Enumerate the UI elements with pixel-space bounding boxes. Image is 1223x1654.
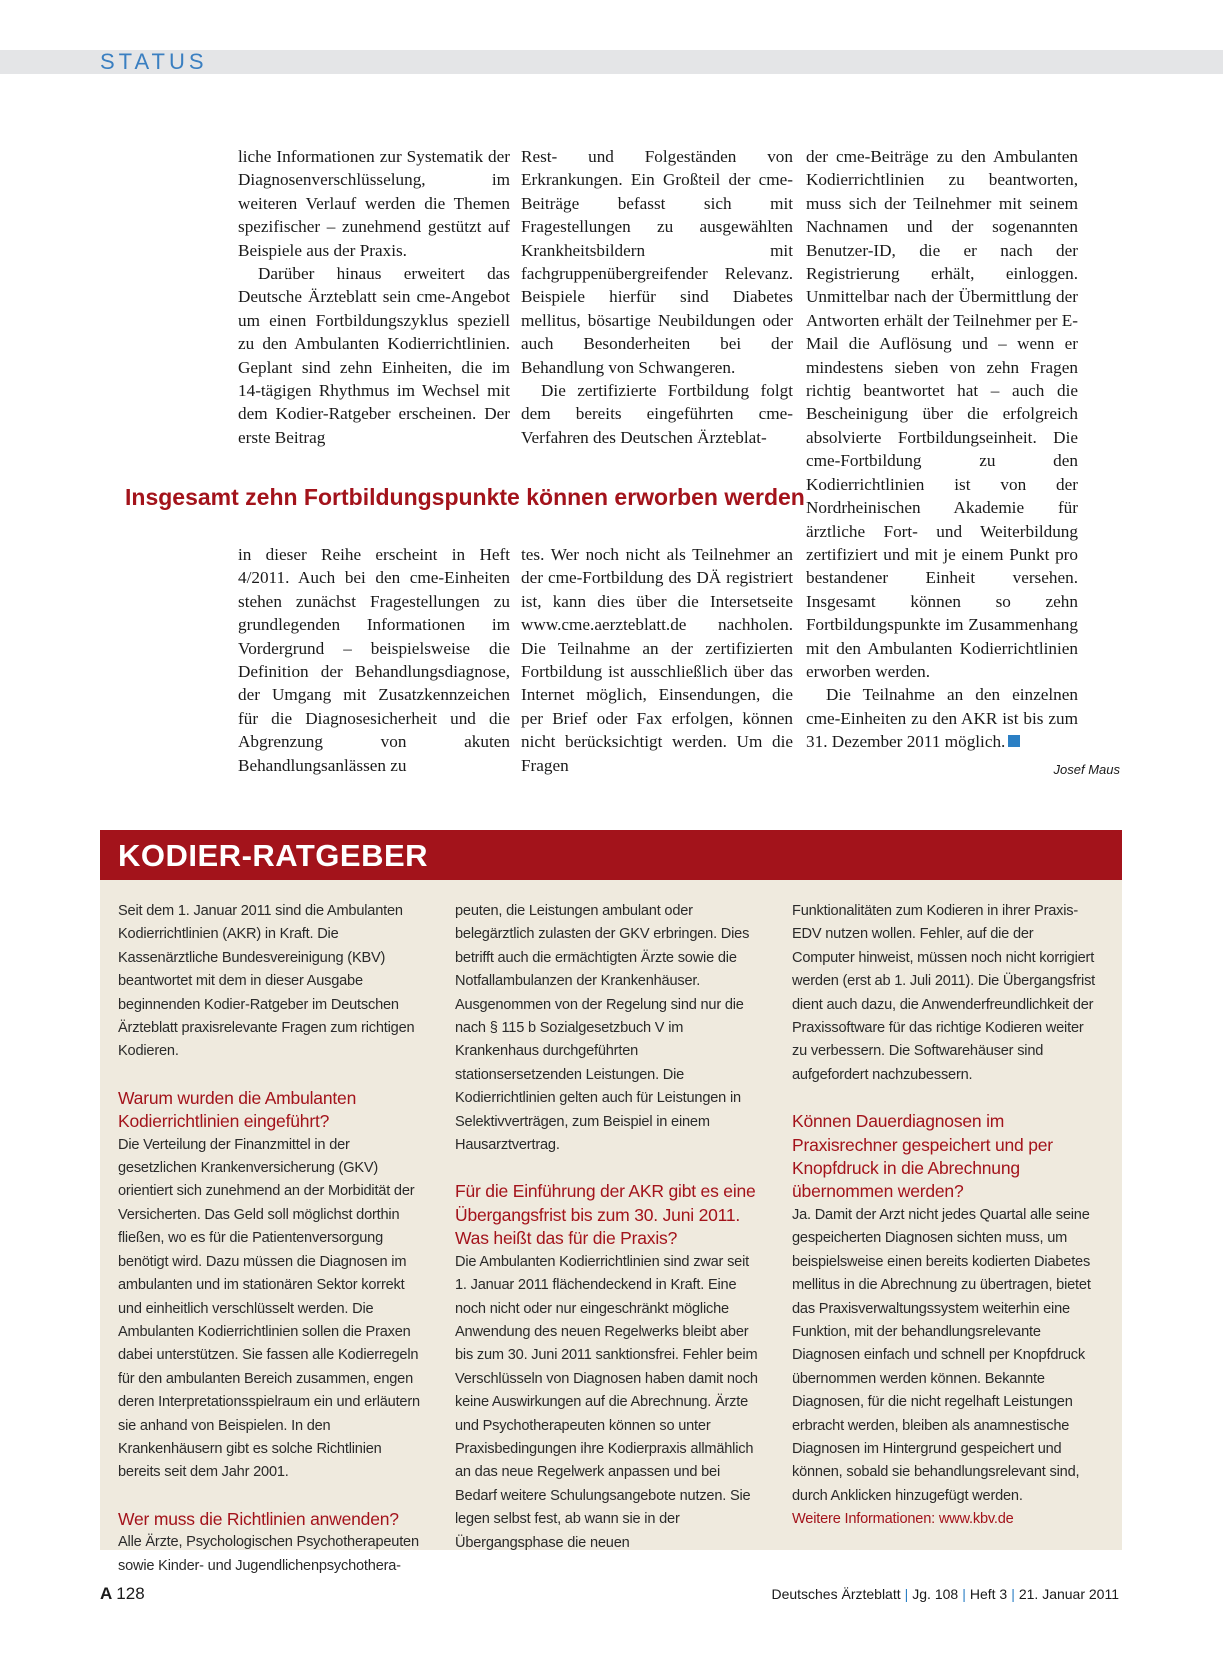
publication-name: Deutsches Ärzteblatt <box>771 1586 901 1602</box>
author-byline: Josef Maus <box>1053 762 1120 777</box>
page-prefix: A <box>100 1584 113 1603</box>
answer-text: Alle Ärzte, Psychologischen Psychotherapeuten sowie Kinder- und Jugendlichenpsychothera- <box>118 1534 419 1574</box>
answer-text: Funktionalitäten zum Kodieren in ihrer Praxis-EDV nutzen wollen. Fehler, auf die der Computer hinweist, müssen noch nicht korrigiert werden (erst ab 1. Juli 2011). Die Übergangsfrist dient auch dazu, die Anwenderfreundlichkeit der Praxissoftware für das richtige Kodieren weiter zu verbessern. Die Softwarehäuser sind aufgefordert nachzubessern. <box>792 903 1096 1083</box>
intro-text: Seit dem 1. Januar 2011 sind die Ambulanten Kodierrichtlinien (AKR) in Kraft. Die Kassenärztliche Bundesvereinigung (KBV) beantwortet mit dem in dieser Ausgabe beginnenden Kodier-Ratgeber im Deutschen Ärzteblatt praxisrelevante Fragen zum richtigen Kodieren. <box>118 903 415 1060</box>
paragraph: tes. Wer noch nicht als Teilnehmer an der cme-Fortbildung des DÄ registriert ist, kann dies über die Intersetseite www.cme.aerzteblatt.de nachholen. Die Teilnahme an der zertifizierten Fortbildung ist ausschließlich über das Internet möglich, Einsendungen, die per Brief oder Fax erfolgen, können nicht berücksichtigt werden. Um die Fragen <box>521 545 793 775</box>
issue: Heft 3 <box>969 1586 1008 1602</box>
pull-headline: Insgesamt zehn Fortbildungspunkte können erworben werden <box>125 484 805 510</box>
answer-text: peuten, die Leistungen ambulant oder belegärztlich zulasten der GKV erbringen. Dies betrifft auch die ermächtigten Ärzte sowie die Notfallambulanzen der Krankenhäuser. Ausgenommen von der Regelung sind nur die nach § 115 b Sozialgesetzbuch V im Krankenhaus durchgeführten stationsersetzenden Leistungen. Die Kodierrichtlinien gelten auch für Leistungen in Selektivverträgen, zum Beispiel in einem Hausarztvertrag. <box>455 903 750 1154</box>
article-col1-upper <box>238 145 510 449</box>
info-box-title: KODIER-RATGEBER <box>118 838 429 873</box>
page-number-value: 128 <box>116 1584 145 1603</box>
article-col3 <box>806 145 1078 754</box>
answer-text: Ja. Damit der Arzt nicht jedes Quartal alle seine gespeicherten Diagnosen sichten muss, um beispielsweise einen bereits kodierten Diabetes mellitus in die Abrechnung zu übertragen, bietet das Praxisverwaltungssystem weiterhin eine Funktion, mit der behandlungsrelevante Diagnosen einfach und schnell per Knopfdruck übernommen werden können. Bekannte Diagnosen, für die nicht regelhaft Leistungen erbracht werden, bleiben als anamnestische Diagnosen im Hintergrund gespeichert und können, sobald sie behandlungsrelevant sind, durch Anklicken hinzugefügt werden. <box>792 1206 1091 1504</box>
question-heading: Warum wurden die Ambulanten Kodierrichtlinien eingeführt? <box>118 1087 357 1132</box>
answer-text: Die Ambulanten Kodierrichtlinien sind zwar seit 1. Januar 2011 flächendeckend in Kraft. Eine noch nicht oder nur eingeschränkt mögliche Anwendung des neuen Regelwerks bleibt aber bis zum 30. Juni 2011 sanktionsfrei. Fehler beim Verschlüsseln von Diagnosen haben damit noch keine Auswirkungen auf die Abrechnung. Ärzte und Psychotherapeuten können so unter Praxisbedingungen ihre Kodierpraxis allmählich an das neue Regelwerk anpassen und bei Bedarf weitere Schulungsangebote nutzen. Sie legen selbst fest, ab wann sie in der Übergangsphase die neuen <box>455 1253 758 1551</box>
question-heading: Für die Einführung der AKR gibt es eine Übergangsfrist bis zum 30. Juni 2011. Was heißt das für die Praxis? <box>455 1181 756 1249</box>
article-col2-lower <box>521 543 793 777</box>
end-mark-icon <box>1008 735 1020 747</box>
box-col1 <box>118 900 423 1578</box>
article-col2-upper <box>521 145 793 449</box>
paragraph-text: Die Teilnahme an den einzelnen cme-Einheiten zu den AKR ist bis zum 31. Dezember 2011 möglich. <box>806 685 1078 752</box>
volume: Jg. 108 <box>912 1586 959 1602</box>
page-number <box>100 1584 145 1604</box>
section-label: STATUS <box>100 49 208 74</box>
question-heading: Wer muss die Richtlinien anwenden? <box>118 1508 399 1529</box>
paragraph: liche Informationen zur Systematik der Diagnosenverschlüsselung, im weiteren Verlauf werden die Themen spezifischer – zunehmend gestützt auf Beispiele aus der Praxis. <box>238 147 510 260</box>
question-heading: Können Dauerdiagnosen im Praxisrechner gespeichert und per Knopfdruck in die Abrechnung übernommen werden? <box>792 1111 1053 1202</box>
article-col1-lower <box>238 543 510 777</box>
answer-text: Die Verteilung der Finanzmittel in der gesetzlichen Krankenversicherung (GKV) orientiert sich zunehmend an der Morbidität der Versicherten. Das Geld soll möglichst dorthin fließen, wo es für die Patientenversorgung benötigt wird. Dazu müssen die Diagnosen im ambulanten und im stationären Sektor korrekt und einheitlich verschlüsselt werden. Die Ambulanten Kodierrichtlinien sollen die Praxen dabei unterstützen. Sie fassen alle Kodierregeln für den ambulanten Bereich zusammen, engen deren Interpretationsspielraum ein und erläutern sie anhand von Beispielen. In den Krankenhäusern gibt es solche Richtlinien bereits seit dem Jahr 2001. <box>118 1136 420 1481</box>
paragraph: Die zertifizierte Fortbildung folgt dem bereits eingeführten cme-Verfahren des Deutschen Ärzteblat- <box>521 381 793 447</box>
issue-date: 21. Januar 2011 <box>1018 1586 1119 1602</box>
more-info-link[interactable]: Weitere Informationen: www.kbv.de <box>792 1511 1014 1528</box>
paragraph: der cme-Beiträge zu den Ambulanten Kodierrichtlinien zu beantworten, muss sich der Teilnehmer mit seinem Nachnamen und der sogenannten Benutzer-ID, die er nach der Registrierung erhält, einloggen. Unmittelbar nach der Übermittlung der Antworten erhält der Teilnehmer per E-Mail die Auflösung und – wenn er mindestens sieben von zehn Fragen richtig beantwortet hat – auch die Bescheinigung über die erfolgreich absolvierte Fortbildungseinheit. Die cme-Fortbildung zu den Kodierrichtlinien ist von der Nordrheinischen Akademie für ärztliche Fort- und Weiterbildung zertifiziert und mit je einem Punkt pro bestandener Einheit versehen. Insgesamt können so zehn Fortbildungspunkte im Zusammenhang mit den Ambulanten Kodierrichtlinien erworben werden. <box>806 147 1078 681</box>
publication-info: Deutsches Ärzteblatt | Jg. 108 | Heft 3 | 21. Januar 2011 <box>771 1586 1119 1602</box>
box-col2 <box>455 900 760 1555</box>
paragraph: Darüber hinaus erweitert das Deutsche Ärzteblatt sein cme-Angebot um einen Fortbildungszyklus speziell zu den Ambulanten Kodierrichtlinien. Geplant sind zehn Einheiten, die im 14-tägigen Rhythmus im Wechsel mit dem Kodier-Ratgeber erscheinen. Der erste Beitrag <box>238 264 510 447</box>
paragraph: in dieser Reihe erscheint in Heft 4/2011. Auch bei den cme-Einheiten stehen zunächst Fragestellungen zu grundlegenden Informationen im Vordergrund – beispielsweise die Definition der Behandlungsdiagnose, der Umgang mit Zusatzkennzeichen für die Diagnosesicherheit und die Abgrenzung von akuten Behandlungsanlässen zu <box>238 545 510 775</box>
paragraph: Rest- und Folgeständen von Erkrankungen. Ein Großteil der cme-Beiträge befasst sich mit Fragestellungen zu ausgewählten Krankheitsbildern mit fachgruppenübergreifender Relevanz. Beispiele hierfür sind Diabetes mellitus, bösartige Neubildungen oder auch Besonderheiten bei der Behandlung von Schwangeren. <box>521 147 793 377</box>
box-col3 <box>792 900 1097 1532</box>
paragraph <box>806 683 1078 753</box>
